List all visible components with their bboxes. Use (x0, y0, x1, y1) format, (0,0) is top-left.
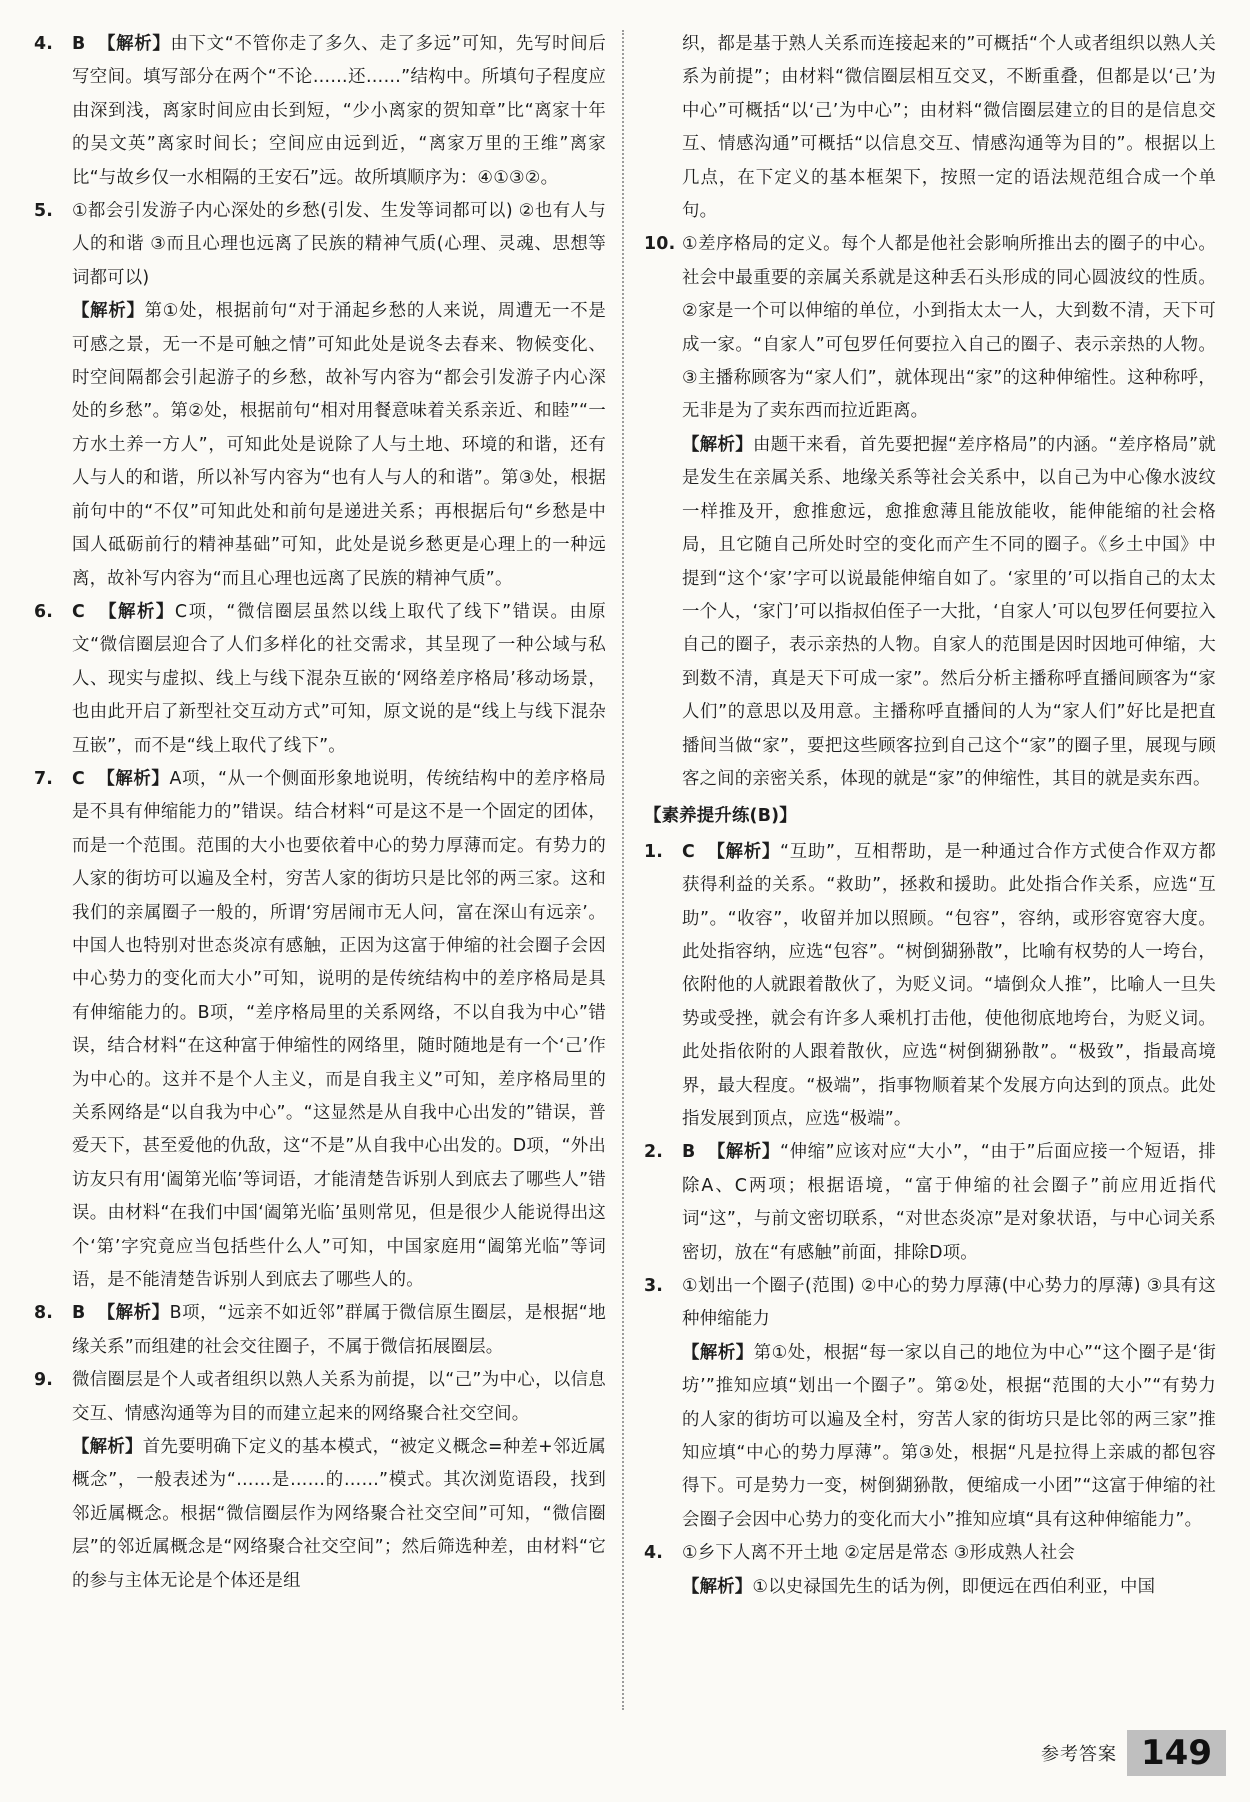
answer-letter: B (72, 34, 86, 54)
analysis-tag: 【解析】 (97, 768, 170, 789)
answer-item-8 (34, 1297, 606, 1364)
analysis-tag: 【解析】 (72, 1437, 143, 1458)
footer-label: 参考答案 (1041, 1744, 1118, 1765)
analysis-text: C项，“微信圈层虽然以线上取代了线下”错误。由原文“微信圈层迎合了人们多样化的社交需求，其呈现了一种公域与私人、现实与虚拟、线上与线下混杂互嵌的‘网络差序格局’移动场景，也由此开启了新型社交互动方式”可知，原文说的是“线上与线下混杂互嵌”，而不是“线上取代了线下”。 (72, 601, 606, 756)
answer-letter: B (682, 1142, 696, 1163)
analysis-tag: 【解析】 (97, 34, 171, 54)
analysis-tag: 【解析】 (72, 301, 145, 322)
analysis-text: 首先要明确下定义的基本模式，“被定义概念=种差+邻近属概念”，一般表述为“……是……的……”模式。其次浏览语段，找到邻近属概念。根据“微信圈层作为网络聚合社交空间”可知，“微信圈层”的邻近属概念是“网络聚合社交空间”；然后筛选种差，由材料“它的参与主体无论是个体还是组 (72, 1437, 606, 1591)
answer-text: ①乡下人离不开土地 ②定居是常态 ③形成熟人社会 (682, 1543, 1076, 1564)
answer-letter: C (682, 841, 695, 862)
item-number: 5. (34, 201, 54, 222)
analysis-text: “伸缩”应该对应“大小”，“由于”后面应接一个短语，排除A、C两项；根据语境，“富于伸缩的社会圈子”前应用近指代词“这”，与前文密切联系，“对世态炎凉”是对象状语，与中心词关系密切，放在“有感触”前面，排除D项。 (682, 1142, 1216, 1263)
page-footer (1041, 1730, 1226, 1776)
right-column (644, 28, 1216, 1604)
answer-item-b1 (644, 836, 1216, 1137)
answer-item-9 (34, 1364, 606, 1598)
analysis-tag: 【解析】 (97, 1303, 170, 1324)
item-number: 4. (34, 34, 54, 54)
item-number: 6. (34, 601, 54, 622)
analysis-text: A项，“从一个侧面形象地说明，传统结构中的差序格局是不具有伸缩能力的”错误。结合材料“可是这不是一个固定的团体，而是一个范围。范围的大小也要依着中心的势力厚薄而定。有势力的人家的街坊可以遍及全村，穷苦人家的街坊只是比邻的两三家。这和我们的亲属圈子一般的，所谓‘穷居闹市无人问，富在深山有远亲’。中国人也特别对世态炎凉有感触，正因为这富于伸缩的社会圈子会因中心势力的变化而大小”可知，说明的是传统结构中的差序格局是具有伸缩能力的。B项，“差序格局里的关系网络，不以自我为中心”错误，结合材料“在这种富于伸缩性的网络里，随时随地是有一个‘己’作为中心的。这并不是个人主义，而是自我主义”可知，差序格局里的关系网络是“以自我为中心”。“这显然是从自我中心出发的”错误，普爱天下，甚至爱他的仇敌，这“不是”从自我中心出发的。D项，“外出访友只有用‘阖第光临’等词语，才能清楚告诉别人到底去了哪些人”错误。由材料“在我们中国‘阖第光临’虽则常见，但是很少人能说得出这个‘第’字究竟应当包括些什么人”可知，中国家庭用“阖第光临”等词语，是不能清楚告诉别人到底去了哪些人的。 (72, 768, 606, 1291)
answer-text: ①划出一个圈子(范围) ②中心的势力厚薄(中心势力的厚薄) ③具有这种伸缩能力 (682, 1276, 1216, 1330)
analysis-tag: 【解析】 (707, 841, 781, 862)
analysis-tag: 【解析】 (707, 1142, 780, 1163)
answer-item-5 (34, 195, 606, 596)
column-divider (622, 30, 624, 1710)
answer-text: ①都会引发游子内心深处的乡愁(引发、生发等词都可以) ②也有人与人的和谐 ③而且心理也远离了民族的精神气质(心理、灵魂、思想等词都可以) (72, 201, 606, 288)
analysis-text: ①以史禄国先生的话为例，即便远在西伯利亚，中国 (752, 1576, 1156, 1597)
answer-item-6 (34, 596, 606, 763)
analysis-tag: 【解析】 (682, 1342, 754, 1363)
analysis-text: B项，“远亲不如近邻”群属于微信原生圈层，是根据“地缘关系”而组建的社会交往圈子，不属于微信拓展圈层。 (72, 1303, 606, 1357)
answer-letter: C (72, 601, 85, 622)
answer-item-b4 (644, 1537, 1216, 1604)
analysis-text: “互助”，互相帮助，是一种通过合作方式使合作双方都获得利益的关系。“救助”，拯救和援助。此处指合作关系，应选“互助”。“收容”，收留并加以照顾。“包容”，容纳，或形容宽容大度。此处指容纳，应选“包容”。“树倒猢狲散”，比喻有权势的人一垮台，依附他的人就跟着散伙了，为贬义词。“墙倒众人推”，比喻人一旦失势或受挫，就会有许多人乘机打击他，使他彻底地垮台，为贬义词。此处指依附的人跟着散伙，应选“树倒猢狲散”。“极致”，指最高境界，最大程度。“极端”，指事物顺着某个发展方向达到的顶点。此处指发展到顶点，应选“极端”。 (682, 841, 1216, 1129)
page-number: 149 (1127, 1730, 1226, 1776)
analysis-tag: 【解析】 (99, 601, 175, 622)
item-number: 10. (644, 234, 676, 255)
item-number: 1. (644, 841, 664, 862)
analysis-text: 第①处，根据“每一家以自己的地位为中心”“这个圈子是‘街坊’”推知应填“划出一个圈子”。第②处，根据“范围的大小”“有势力的人家的街坊可以遍及全村，穷苦人家的街坊只是比邻的两三家”推知应填“中心的势力厚薄”。第③处，根据“凡是拉得上亲戚的都包容得下。可是势力一变，树倒猢狲散，便缩成一小团”“这富于伸缩的社会圈子会因中心势力的变化而大小”推知应填“具有这种伸缩能力”。 (682, 1342, 1216, 1530)
answer-letter: C (72, 768, 85, 789)
answer-item-b3 (644, 1270, 1216, 1537)
answer-item-b2 (644, 1136, 1216, 1270)
item-number: 9. (34, 1370, 54, 1391)
item-number: 3. (644, 1276, 664, 1297)
answer-item-9-continued (644, 28, 1216, 228)
answer-item-4 (34, 28, 606, 195)
analysis-tag: 【解析】 (682, 434, 753, 455)
answer-item-10 (644, 228, 1216, 796)
analysis-text: 由下文“不管你走了多久、走了多远”可知，先写时间后写空间。填写部分在两个“不论……还……”结构中。所填句子程度应由深到浅，离家时间应由长到短，“少小离家的贺知章”比“离家十年的吴文英”离家时间长；空间应由远到近，“离家万里的王维”离家比“与故乡仅一水相隔的王安石”远。故所填顺序为：④①③②。 (72, 34, 606, 188)
item-number: 4. (644, 1543, 664, 1564)
section-title: 【素养提升练(B)】 (644, 806, 797, 827)
answer-item-7 (34, 763, 606, 1298)
analysis-text: 由题干来看，首先要把握“差序格局”的内涵。“差序格局”就是发生在亲属关系、地缘关系等社会关系中，以自己为中心像水波纹一样推及开，愈推愈远，愈推愈薄且能放能收，能伸能缩的社会格局，且它随自己所处时空的变化而产生不同的圈子。《乡土中国》中提到“这个‘家’字可以说最能伸缩自如了。‘家里的’可以指自己的太太一个人，‘家门’可以指叔伯侄子一大批，‘自家人’可以包罗任何要拉入自己的圈子，表示亲热的人物。自家人的范围是因时因地可伸缩，大到数不清，真是天下可成一家”。然后分析主播称呼直播间顾客为“家人们”的意思以及用意。主播称呼直播间的人为“家人们”好比是把直播间当做“家”，要把这些顾客拉到自己这个“家”的圈子里，展现与顾客之间的亲密关系，体现的就是“家”的伸缩性，其目的就是卖东西。 (682, 434, 1216, 789)
left-column (34, 28, 606, 1598)
answer-text: ①差序格局的定义。每个人都是他社会影响所推出去的圈子的中心。社会中最重要的亲属关系就是这种丢石头形成的同心圆波纹的性质。②家是一个可以伸缩的单位，小到指太太一人，大到数不清，天下可成一家。“自家人”可包罗任何要拉入自己的圈子、表示亲热的人物。③主播称顾客为“家人们”，就体现出“家”的这种伸缩性。这种称呼，无非是为了卖东西而拉近距离。 (682, 234, 1216, 422)
item-number: 2. (644, 1142, 664, 1163)
item-number: 7. (34, 768, 54, 789)
analysis-text-continued: 织，都是基于熟人关系而连接起来的”可概括“个人或者组织以熟人关系为前提”；由材料“微信圈层相互交叉，不断重叠，但都是以‘己’为中心”可概括“以‘己’为中心”；由材料“微信圈层建立的目的是信息交互、情感沟通”可概括“以信息交互、情感沟通等为目的”。根据以上几点，在下定义的基本框架下，按照一定的语法规范组合成一个单句。 (682, 34, 1216, 222)
answer-text: 微信圈层是个人或者组织以熟人关系为前提，以“己”为中心，以信息交互、情感沟通等为目的而建立起来的网络聚合社交空间。 (72, 1370, 606, 1424)
analysis-text: 第①处，根据前句“对于涌起乡愁的人来说，周遭无一不是可感之景，无一不是可触之情”可知此处是说冬去春来、物候变化、时空间隔都会引起游子的乡愁，故补写内容为“都会引发游子内心深处的乡愁”。第②处，根据前句“相对用餐意味着关系亲近、和睦”“一方水土养一方人”，可知此处是说除了人与土地、环境的和谐，还有人与人的和谐，所以补写内容为“也有人与人的和谐”。第③处，根据前句中的“不仅”可知此处和前句是递进关系；再根据后句“乡愁是中国人砥砺前行的精神基础”可知，此处是说乡愁更是心理上的一种远离，故补写内容为“而且心理也远离了民族的精神气质”。 (72, 301, 606, 589)
analysis-tag: 【解析】 (682, 1576, 753, 1597)
item-number: 8. (34, 1303, 54, 1324)
answer-letter: B (72, 1303, 86, 1324)
